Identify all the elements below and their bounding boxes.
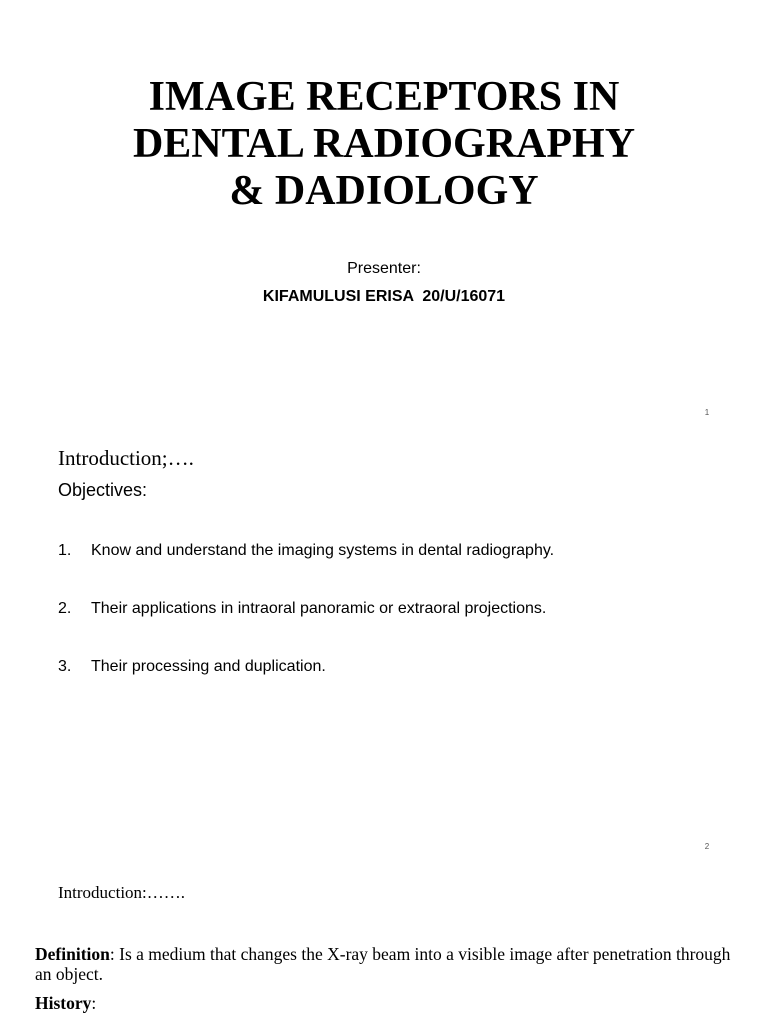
objective-item: [58, 542, 554, 600]
document-title: [0, 74, 768, 215]
objectives-list: [58, 542, 554, 716]
objective-number: 3.: [58, 658, 72, 675]
objective-number: 2.: [58, 600, 72, 617]
definition-text: : Is a medium that changes the X-ray beam into a visible image after penetration through an object.: [35, 944, 731, 984]
objective-text: Know and understand the imaging systems in dental radiography.: [91, 542, 555, 559]
title-line-2: DENTAL RADIOGRAPHY: [132, 121, 636, 167]
history-suffix: :: [91, 993, 97, 1013]
page-number-2: 2: [704, 842, 710, 851]
objective-item: [58, 658, 554, 716]
definition-paragraph: [35, 944, 750, 984]
objective-number: 1.: [58, 542, 72, 559]
intro-heading-1: Introduction;….: [58, 446, 194, 470]
objectives-heading: Objectives:: [58, 480, 148, 500]
objective-text: Their applications in intraoral panoramic or extraoral projections.: [91, 600, 547, 617]
intro-heading-2: Introduction:…….: [58, 883, 186, 902]
objective-item: [58, 600, 554, 658]
history-line: [35, 993, 96, 1014]
objective-text: Their processing and duplication.: [91, 658, 326, 675]
presenter-name: KIFAMULUSI ERISA 20/U/16071: [262, 288, 506, 305]
definition-label: Definition: [35, 944, 110, 964]
title-line-1: IMAGE RECEPTORS IN: [148, 74, 620, 120]
page-number-1: 1: [704, 408, 710, 417]
history-label: History: [35, 993, 92, 1013]
presenter-label: Presenter:: [347, 260, 421, 277]
title-line-3: & DADIOLOGY: [229, 168, 539, 214]
